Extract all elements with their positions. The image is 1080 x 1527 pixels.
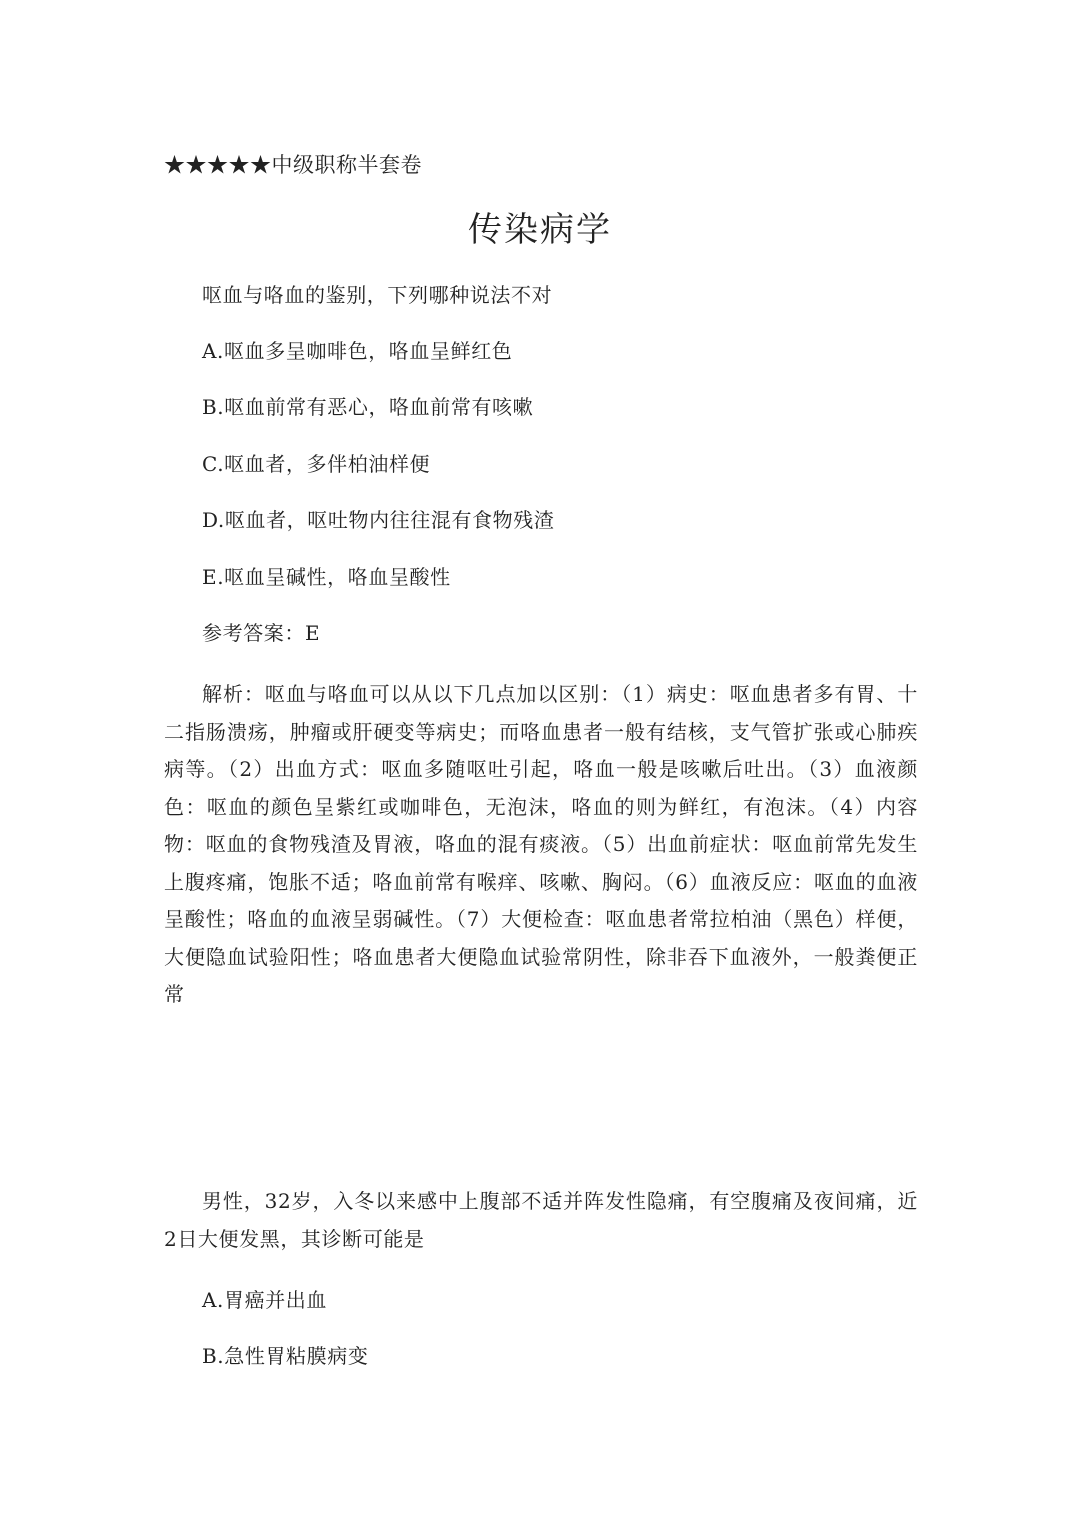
question-2-stem: 男性，32岁，入冬以来感中上腹部不适并阵发性隐痛，有空腹痛及夜间痛，近2日大便发黑，其诊断可能是 — [164, 1189, 918, 1251]
question-1-answer: 参考答案：E — [202, 621, 321, 645]
question-1-option-e: E.呕血呈碱性，咯血呈酸性 — [202, 565, 451, 589]
exam-header: ★★★★★中级职称半套卷 — [164, 153, 422, 177]
page-title: 传染病学 — [468, 210, 612, 250]
question-1-explanation: 解析：呕血与咯血可以从以下几点加以区别：（1）病史：呕血患者多有胃、十二指肠溃疡，肿瘤或肝硬变等病史；而咯血患者一般有结核，支气管扩张或心肺疾病等。（2）出血方式：呕血多随呕吐引起，咯血一般是咳嗽后吐出。（3）血液颜色：呕血的颜色呈紫红或咖啡色，无泡沫，咯血的则为鲜红，有泡沫。（4）内容物：呕血的食物残渣及胃液，咯血的混有痰液。（5）出血前症状：呕血前常先发生上腹疼痛，饱胀不适；咯血前常有喉痒、咳嗽、胸闷。（6）血液反应：呕血的血液呈酸性；咯血的血液呈弱碱性。（7）大便检查：呕血患者常拉柏油（黑色）样便，大便隐血试验阳性；咯血患者大便隐血试验常阴性，除非吞下血液外，一般粪便正常 — [164, 682, 918, 1006]
question-2-option-a: A.胃癌并出血 — [202, 1288, 328, 1312]
question-1-option-c: C.呕血者，多伴柏油样便 — [202, 452, 431, 476]
question-1-option-a: A.呕血多呈咖啡色，咯血呈鲜红色 — [202, 339, 513, 363]
question-2-option-b: B.急性胃粘膜病变 — [202, 1344, 369, 1368]
question-1-stem: 呕血与咯血的鉴别，下列哪种说法不对 — [202, 283, 553, 307]
question-1-option-d: D.呕血者，呕吐物内往往混有食物残渣 — [202, 508, 555, 532]
question-1-option-b: B.呕血前常有恶心，咯血前常有咳嗽 — [202, 395, 534, 419]
